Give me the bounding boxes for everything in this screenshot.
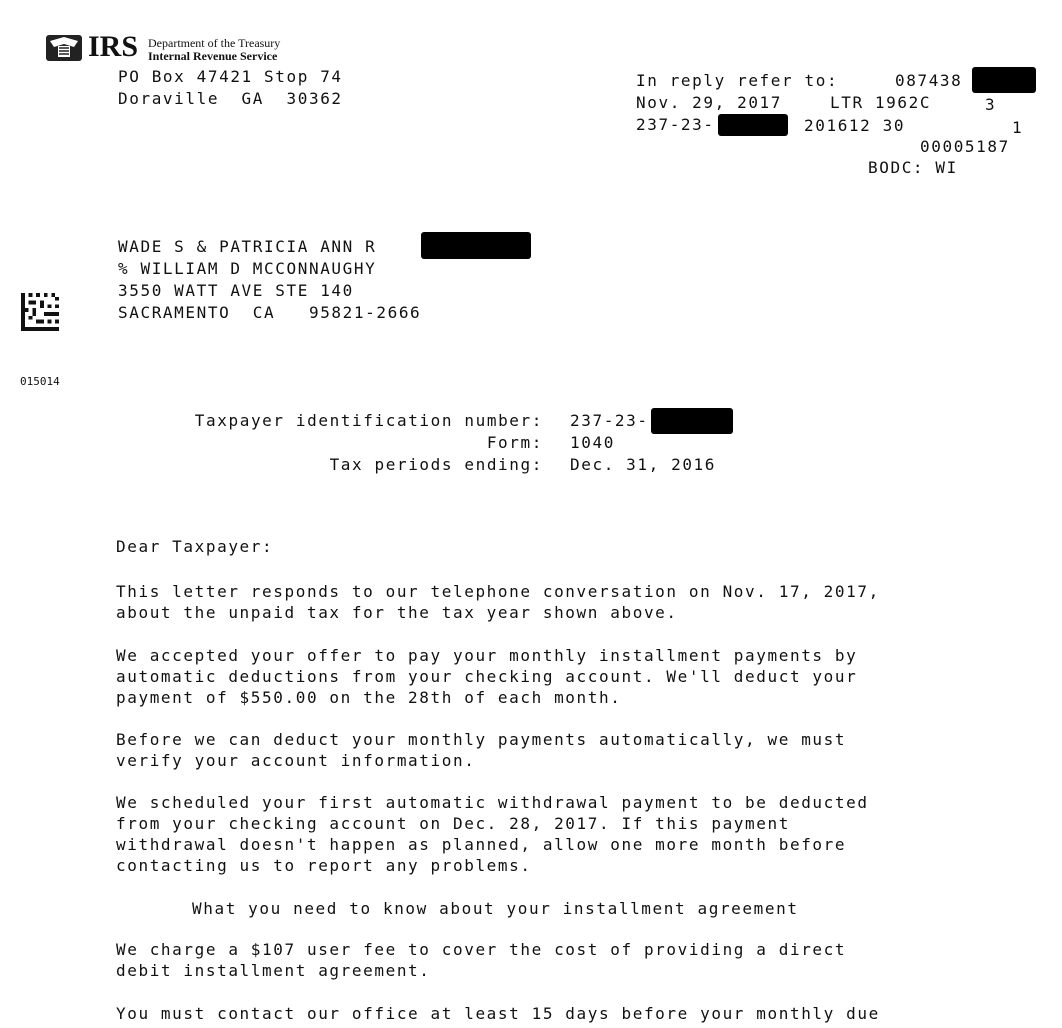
letter-code-suffix: 3 <box>985 95 997 114</box>
paragraph-6 <box>116 1003 1016 1024</box>
p4-line1: We scheduled your first automatic withdrawal payment to be deducted <box>116 793 869 812</box>
return-address-line1: PO Box 47421 Stop 74 <box>118 67 343 86</box>
return-address-line2: Doraville GA 30362 <box>118 89 343 108</box>
redaction-recipient <box>421 232 531 259</box>
reply-number: 087438 <box>895 71 963 90</box>
recipient-line3: 3550 WATT AVE STE 140 <box>118 281 354 300</box>
p3-line1: Before we can deduct your monthly payments automatically, we must <box>116 730 847 749</box>
agency-department: Department of the Treasury <box>148 36 281 50</box>
paragraph-4 <box>116 792 1016 876</box>
recipient-line4: SACRAMENTO CA 95821-2666 <box>118 303 422 322</box>
paragraph-3 <box>116 729 1016 771</box>
redaction-tin <box>651 408 733 434</box>
salutation: Dear Taxpayer: <box>116 537 274 556</box>
period-label: Tax periods ending: <box>329 455 543 474</box>
redaction-reply <box>972 67 1036 93</box>
p2-line1: We accepted your offer to pay your monthly installment payments by <box>116 646 858 665</box>
paragraph-2 <box>116 645 1016 708</box>
section-heading: What you need to know about your installment agreement <box>192 899 799 918</box>
period-code: 201612 30 <box>804 116 906 135</box>
irs-acronym: IRS <box>88 30 139 63</box>
letter-date: Nov. 29, 2017 <box>636 93 783 112</box>
sequence-number: 00005187 <box>920 137 1010 156</box>
p3-line2: verify your account information. <box>116 751 476 770</box>
p2-line2: automatic deductions from your checking account. We'll deduct your <box>116 667 858 686</box>
tin-label: Taxpayer identification number: <box>194 411 543 430</box>
form-label: Form: <box>486 433 543 452</box>
p2-line3: payment of $550.00 on the 28th of each month. <box>116 688 622 707</box>
letter-code: LTR 1962C <box>830 93 932 112</box>
paragraph-1 <box>116 581 1016 623</box>
paragraph-5 <box>116 939 1016 981</box>
p4-line3: withdrawal doesn't happen as planned, allow one more month before <box>116 835 847 854</box>
reply-label: In reply refer to: <box>636 71 839 90</box>
period-suffix: 1 <box>1012 118 1024 137</box>
agency-service: Internal Revenue Service <box>148 49 278 63</box>
form-value: 1040 <box>570 433 615 452</box>
p6-line1: You must contact our office at least 15 days before your monthly due <box>116 1004 880 1023</box>
p5-line1: We charge a $107 user fee to cover the cost of providing a direct <box>116 940 847 959</box>
irs-logo <box>44 30 281 63</box>
bodc-code: BODC: WI <box>868 158 958 177</box>
recipient-line2: % WILLIAM D MCCONNAUGHY <box>118 259 377 278</box>
irs-eagle-icon <box>44 33 84 63</box>
recipient-line1: WADE S & PATRICIA ANN R <box>118 237 377 256</box>
p5-line2: debit installment agreement. <box>116 961 431 980</box>
side-code: 015014 <box>20 375 60 388</box>
datamatrix-barcode <box>20 293 60 331</box>
tin-value: 237-23- <box>570 411 649 430</box>
p1-line2: about the unpaid tax for the tax year shown above. <box>116 603 678 622</box>
p1-line1: This letter responds to our telephone conversation on Nov. 17, 2017, <box>116 582 880 601</box>
p4-line4: contacting us to report any problems. <box>116 856 532 875</box>
redaction-ref-ssn <box>718 114 788 136</box>
p4-line2: from your checking account on Dec. 28, 2017. If this payment <box>116 814 790 833</box>
ref-ssn-prefix: 237-23- <box>636 115 715 134</box>
period-value: Dec. 31, 2016 <box>570 455 717 474</box>
